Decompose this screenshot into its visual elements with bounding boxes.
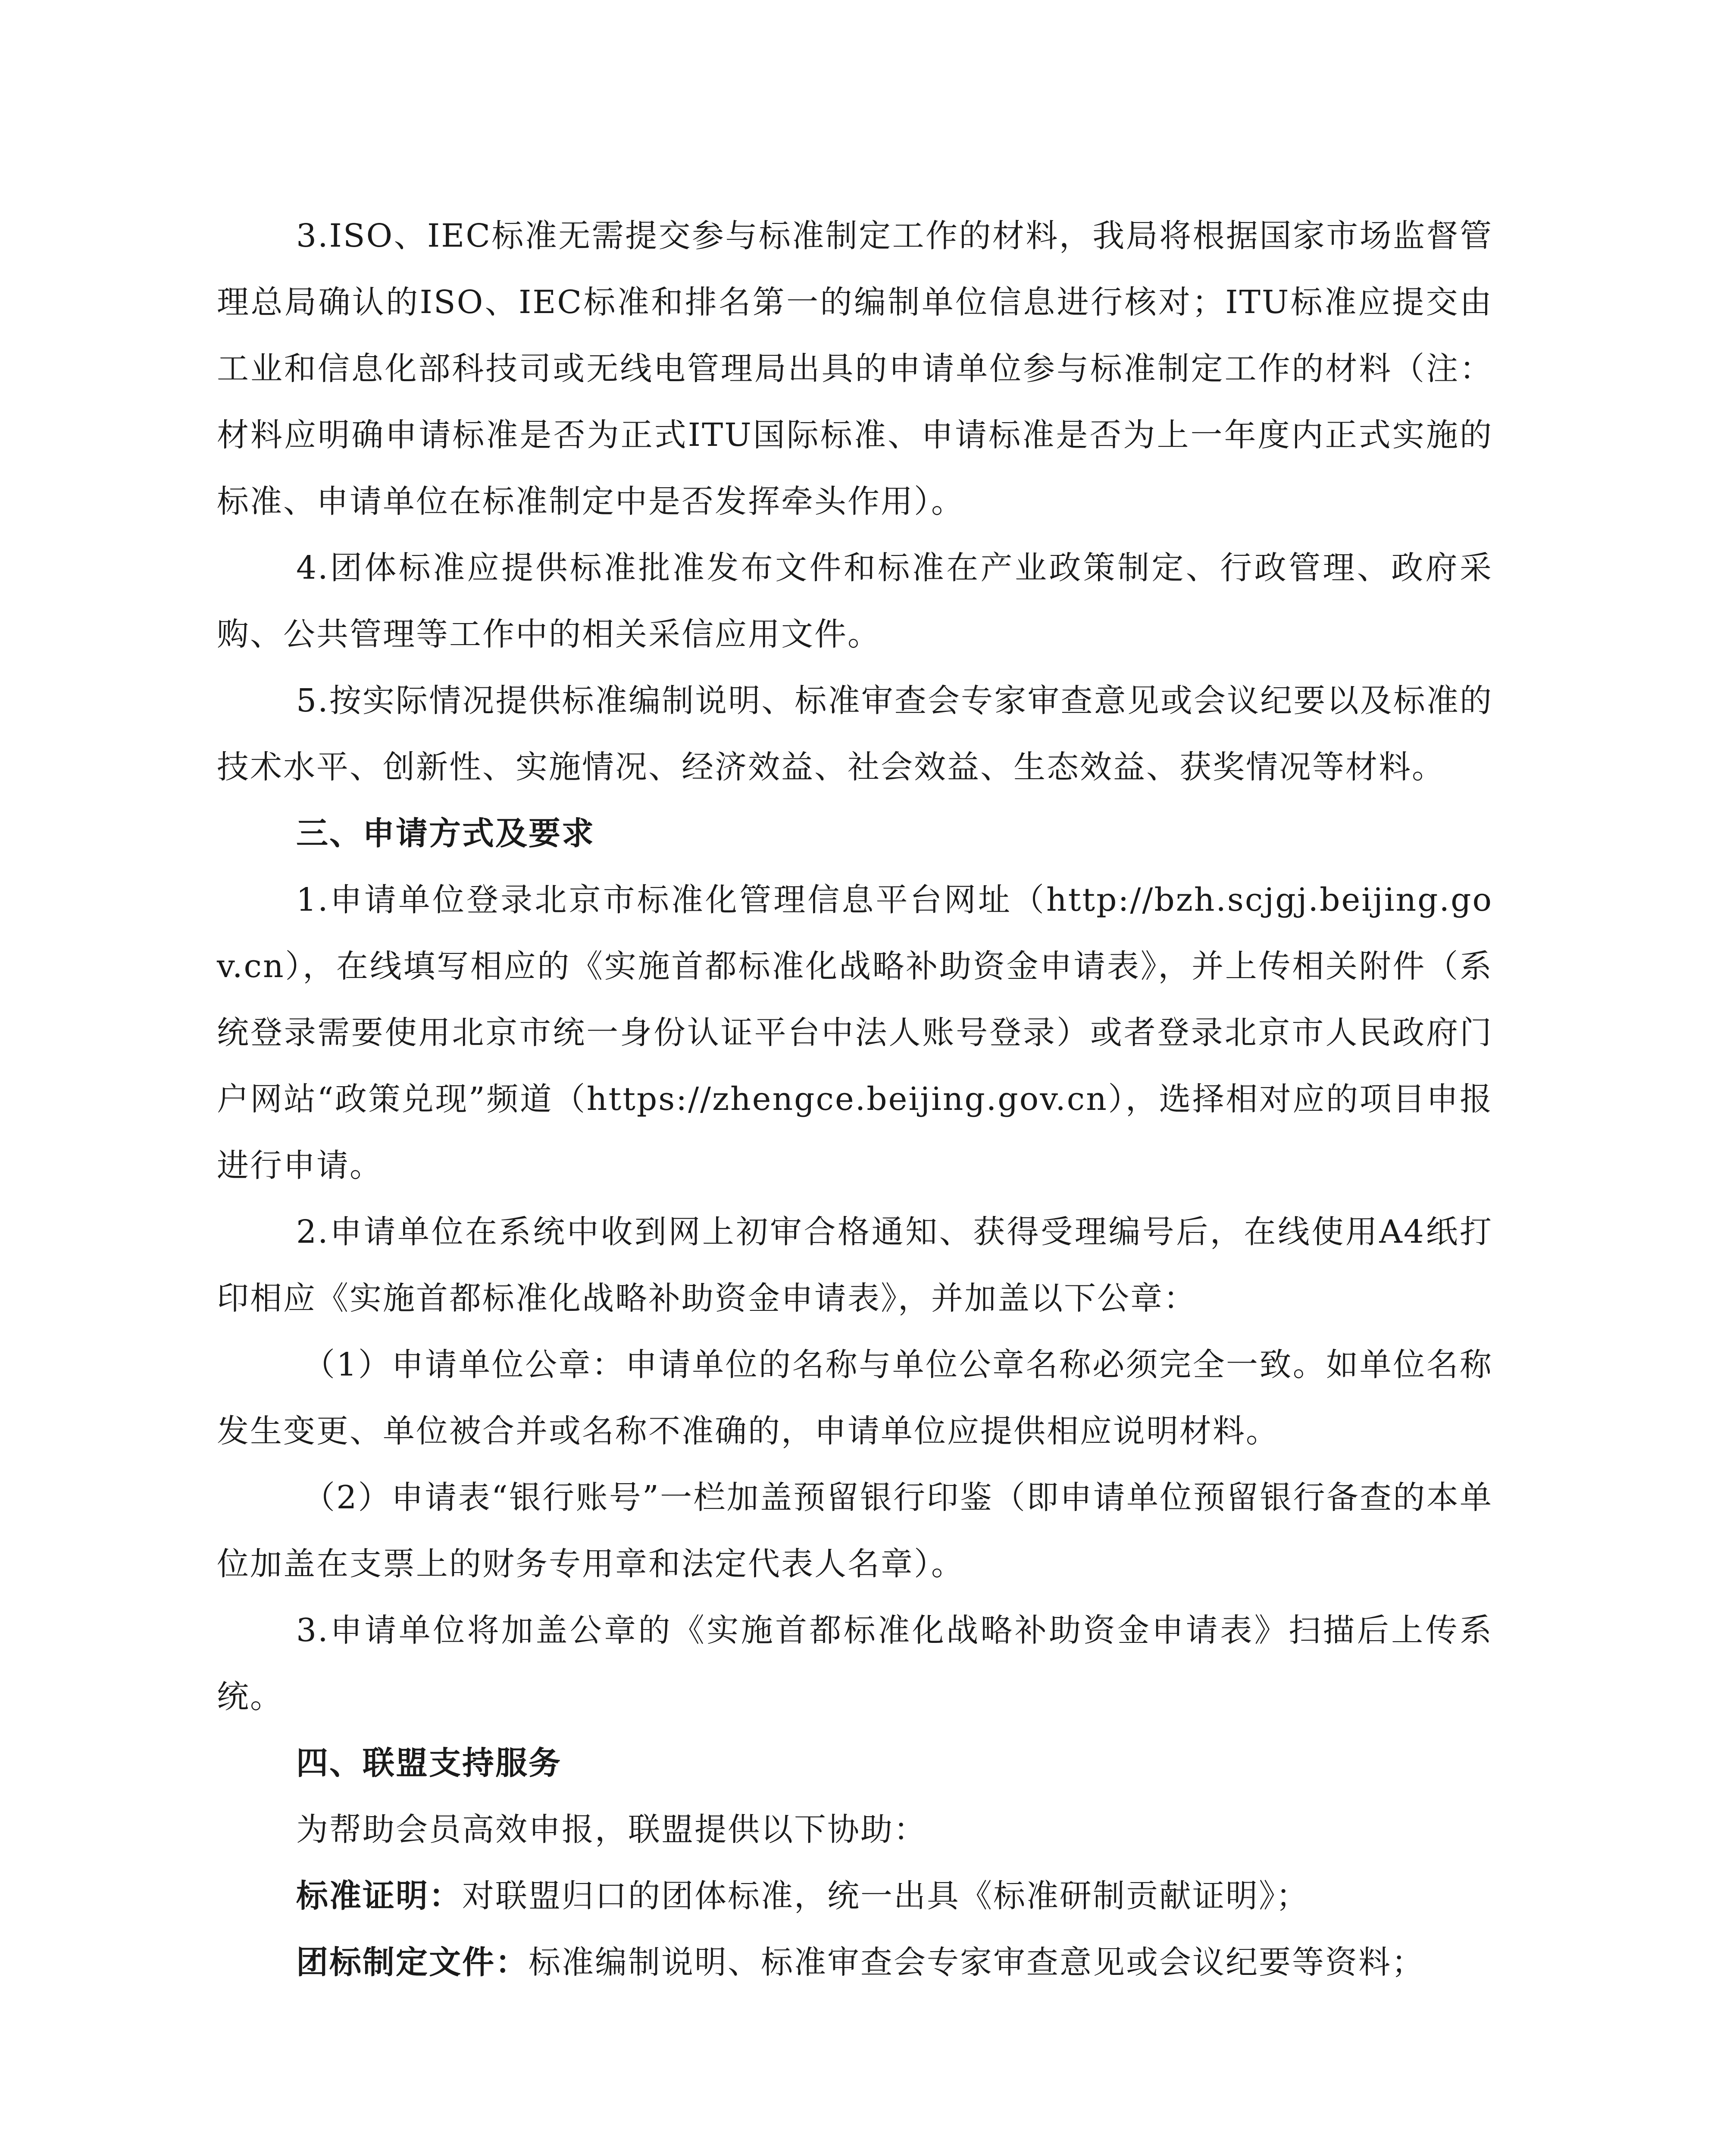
- paragraph-online-application: 1.申请单位登录北京市标准化管理信息平台网址（http://bzh.scjgj.beijing.gov.cn），在线填写相应的《实施首都标准化战略补助资金申请表》，并上传相关附件（系统登录需要使用北京市统一身份认证平台中法人账号登录）或者登录北京市人民政府门户网站“政策兑现”频道（https://zhengce.beijing.gov.cn），选择相对应的项目申报进行申请。: [217, 881, 1493, 1184]
- section-heading-alliance-support: 四、联盟支持服务: [296, 1745, 562, 1782]
- paragraph-scan-upload: 3.申请单位将加盖公章的《实施首都标准化战略补助资金申请表》扫描后上传系统。: [217, 1612, 1493, 1715]
- paragraph-service-group-standard-docs: [217, 1929, 1493, 1996]
- service-text-standard-proof: 对联盟归口的团体标准，统一出具《标准研制贡献证明》；: [462, 1877, 1309, 1915]
- paragraph-supporting-materials: 5.按实际情况提供标准编制说明、标准审查会专家审查意见或会议纪要以及标准的技术水平、创新性、实施情况、经济效益、社会效益、生态效益、获奖情况等材料。: [217, 682, 1493, 786]
- paragraph-bank-seal: （2）申请表“银行账号”一栏加盖预留银行印鉴（即申请单位预留银行备查的本单位加盖在支票上的财务专用章和法定代表人名章）。: [217, 1479, 1493, 1583]
- paragraph-group-standard-files: 4.团体标准应提供标准批准发布文件和标准在产业政策制定、行政管理、政府采购、公共管理等工作中的相关采信应用文件。: [217, 549, 1493, 653]
- service-label-standard-proof: 标准证明：: [296, 1877, 462, 1915]
- paragraph-iso-iec-itu: 3.ISO、IEC标准无需提交参与标准制定工作的材料，我局将根据国家市场监督管理总局确认的ISO、IEC标准和排名第一的编制单位信息进行核对；ITU标准应提交由工业和信息化部科技司或无线电管理局出具的申请单位参与标准制定工作的材料（注：材料应明确申请标准是否为正式ITU国际标准、申请标准是否为上一年度内正式实施的标准、申请单位在标准制定中是否发挥牵头作用）。: [217, 217, 1493, 520]
- paragraph-print-and-stamp: 2.申请单位在系统中收到网上初审合格通知、获得受理编号后，在线使用A4纸打印相应《实施首都标准化战略补助资金申请表》，并加盖以下公章：: [217, 1213, 1493, 1317]
- paragraph-service-standard-proof: [217, 1863, 1493, 1929]
- service-text-group-standard-docs: 标准编制说明、标准审查会专家审查意见或会议纪要等资料；: [529, 1944, 1425, 1981]
- paragraph-support-intro: 为帮助会员高效申报，联盟提供以下协助：: [296, 1811, 927, 1848]
- paragraph-company-seal: （1）申请单位公章：申请单位的名称与单位公章名称必须完全一致。如单位名称发生变更、单位被合并或名称不准确的，申请单位应提供相应说明材料。: [217, 1346, 1493, 1450]
- service-label-group-standard-docs: 团标制定文件：: [296, 1944, 529, 1981]
- document-body: [217, 203, 1493, 1996]
- section-heading-application-method: 三、申请方式及要求: [296, 815, 595, 852]
